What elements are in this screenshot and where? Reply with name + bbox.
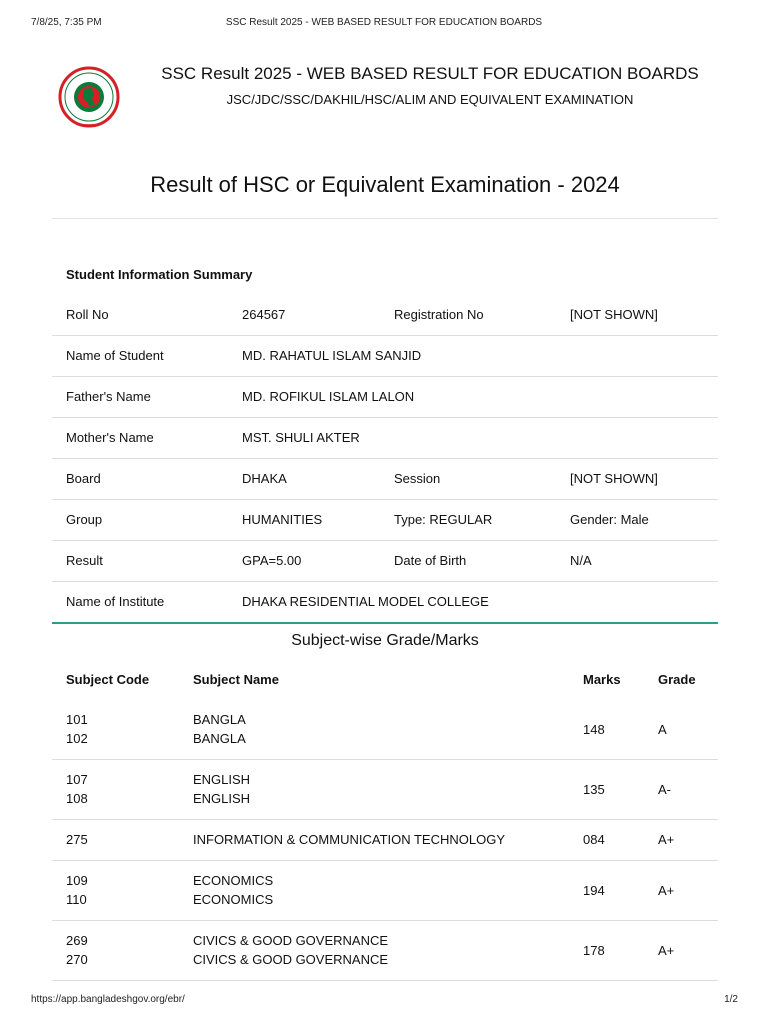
table-row — [52, 760, 718, 820]
info-label: Registration No — [394, 307, 484, 322]
info-row-mother-name — [52, 418, 718, 459]
info-row-father-name — [52, 377, 718, 418]
info-value: [NOT SHOWN] — [570, 307, 658, 322]
site-subtitle: JSC/JDC/SSC/DAKHIL/HSC/ALIM AND EQUIVALENT EXAMINATION — [226, 92, 634, 107]
page-title: Result of HSC or Equivalent Examination - 2024 — [150, 172, 620, 197]
info-label: Name of Institute — [66, 594, 165, 609]
page-number: 1/2 — [724, 994, 738, 1005]
subject-name: ECONOMICS — [193, 892, 274, 907]
print-header — [0, 17, 768, 31]
subject-name: CIVICS & GOOD GOVERNANCE — [193, 952, 389, 967]
subject-marks: 148 — [583, 722, 605, 737]
subjects-heading: Subject-wise Grade/Marks — [291, 632, 479, 649]
info-value: MST. SHULI AKTER — [242, 430, 360, 445]
svg-text:সরকার: সরকার — [82, 123, 96, 129]
info-value: MD. ROFIKUL ISLAM LALON — [242, 389, 415, 404]
subject-code: 269 — [66, 933, 88, 948]
info-label: Board — [66, 471, 101, 486]
info-row-result — [52, 541, 718, 582]
divider — [52, 218, 718, 219]
info-label: Group — [66, 512, 103, 527]
summary-heading: Student Information Summary — [66, 267, 253, 282]
info-label: Father's Name — [66, 389, 151, 404]
info-row-board — [52, 459, 718, 500]
subject-code: 102 — [66, 731, 88, 746]
info-value: DHAKA — [242, 471, 287, 486]
info-value: HUMANITIES — [242, 512, 323, 527]
table-row — [52, 700, 718, 760]
subject-grade: A+ — [658, 943, 675, 958]
info-label: Result — [66, 553, 103, 568]
info-value: GPA=5.00 — [242, 553, 302, 568]
subject-name: INFORMATION & COMMUNICATION TECHNOLOGY — [193, 832, 506, 847]
info-value: 264567 — [242, 307, 286, 322]
info-label: Name of Student — [66, 348, 164, 363]
subject-marks: 194 — [583, 883, 605, 898]
subject-marks: 084 — [583, 832, 605, 847]
subject-code: 109 — [66, 873, 88, 888]
print-url: https://app.bangladeshgov.org/ebr/ — [31, 994, 185, 1005]
subject-code: 101 — [66, 712, 88, 727]
subject-name: BANGLA — [193, 712, 246, 727]
subjects-table-header — [52, 672, 718, 688]
subject-code: 275 — [66, 832, 88, 847]
info-label: Mother's Name — [66, 430, 154, 445]
info-row-roll — [52, 295, 718, 336]
column-header-grade: Grade — [658, 672, 696, 687]
info-label: Roll No — [66, 307, 109, 322]
info-value: [NOT SHOWN] — [570, 471, 658, 486]
info-row-institute — [52, 582, 718, 624]
subject-marks: 178 — [583, 943, 605, 958]
subject-grade: A+ — [658, 883, 675, 898]
column-header-marks: Marks — [583, 672, 621, 687]
subject-name: BANGLA — [193, 731, 246, 746]
subject-code: 270 — [66, 952, 88, 967]
table-row — [52, 820, 718, 861]
table-row — [52, 861, 718, 921]
subject-code: 110 — [66, 892, 87, 907]
subject-marks: 135 — [583, 782, 605, 797]
site-title: SSC Result 2025 - WEB BASED RESULT FOR EDUCATION BOARDS — [161, 64, 699, 83]
subject-name: ENGLISH — [193, 772, 251, 787]
subject-name: ENGLISH — [193, 791, 251, 806]
subject-grade: A — [658, 722, 667, 737]
subject-code: 108 — [66, 791, 88, 806]
info-value: Type: REGULAR — [394, 512, 493, 527]
print-footer — [0, 994, 768, 1008]
info-label: Session — [394, 471, 441, 486]
info-value: Gender: Male — [570, 512, 649, 527]
subject-code: 107 — [66, 772, 88, 787]
subject-grade: A- — [658, 782, 671, 797]
print-document-title: SSC Result 2025 - WEB BASED RESULT FOR EDUCATION BOARDS — [225, 17, 543, 28]
subject-grade: A+ — [658, 832, 675, 847]
subject-name: CIVICS & GOOD GOVERNANCE — [193, 933, 389, 948]
info-row-student-name — [52, 336, 718, 377]
info-label: Date of Birth — [394, 553, 467, 568]
print-date: 7/8/25, 7:35 PM — [31, 17, 102, 28]
column-header-code: Subject Code — [66, 672, 150, 687]
column-header-name: Subject Name — [193, 672, 279, 687]
table-row — [52, 921, 718, 981]
subjects-table — [52, 700, 718, 981]
subject-name: ECONOMICS — [193, 873, 274, 888]
info-row-group — [52, 500, 718, 541]
student-info-table — [52, 295, 718, 624]
info-value: MD. RAHATUL ISLAM SANJID — [242, 348, 422, 363]
info-value: DHAKA RESIDENTIAL MODEL COLLEGE — [242, 594, 489, 609]
info-value: N/A — [570, 553, 592, 568]
